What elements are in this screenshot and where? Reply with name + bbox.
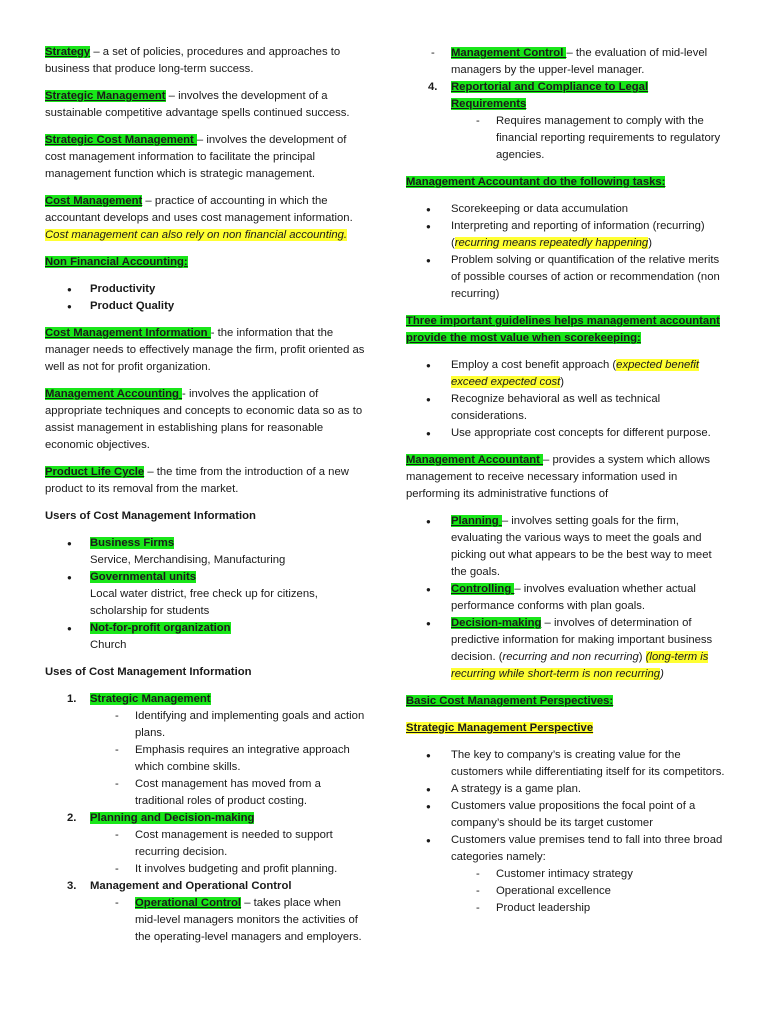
list-item: - Cost management is needed to support recurring decision. xyxy=(45,827,365,861)
list-item: ● Interpreting and reporting of information (recurring) (recurring means repeatedly happening) xyxy=(406,218,726,252)
sub-list xyxy=(406,113,726,164)
list-item: - Customer intimacy strategy xyxy=(406,866,726,883)
sub-list xyxy=(45,708,365,810)
list-item: ● Scorekeeping or data accumulation xyxy=(406,201,726,218)
list-item: ● Recognize behavioral as well as technical considerations. xyxy=(406,391,726,425)
list-item: ● Customers value premises tend to fall into three broad categories namely: - Customer intimacy strategy - Operational excellence - Product leadership xyxy=(406,832,726,917)
list-item: ● Planning – involves setting goals for the firm, evaluating the various ways to meet the goals and picking out what appears to be the best way to meet the goals. xyxy=(406,513,726,581)
sub-list xyxy=(45,895,365,946)
cost-management-definition: Cost Management – practice of accounting in which the accountant develops and uses cost management information. Cost management can also rely on non financial accounting. xyxy=(45,195,353,241)
non-financial-list xyxy=(45,281,365,315)
cmi-definition: Cost Management Information - the information that the manager needs to effectively manage the firm, profit oriented as well as not for profit organization. xyxy=(45,327,365,373)
management-accountant-definition: Management Accountant – provides a system which allows management to receive necessary information used in performing its administrative functions of xyxy=(406,454,711,500)
list-item: 2. Planning and Decision-making - Cost management is needed to support recurring decision. - It involves budgeting and profit planning. xyxy=(45,810,365,878)
list-item: ● Business Firms Service, Merchandising, Manufacturing xyxy=(45,535,365,569)
users-heading: Users of Cost Management Information xyxy=(45,510,256,522)
list-item: - It involves budgeting and profit planning. xyxy=(45,861,365,878)
uses-heading: Uses of Cost Management Information xyxy=(45,666,252,678)
strategy-definition: Strategy – a set of policies, procedures and approaches to business that produce long-term success. xyxy=(45,46,341,75)
functions-list xyxy=(406,513,726,683)
strategic-perspective-heading: Strategic Management Perspective xyxy=(406,722,594,734)
perspective-list xyxy=(406,747,726,917)
list-item: - Cost management has moved from a traditional roles of product costing. xyxy=(45,776,365,810)
list-item: - Identifying and implementing goals and action plans. xyxy=(45,708,365,742)
management-control-list xyxy=(361,45,726,79)
management-accounting-definition: Management Accounting - involves the application of appropriate techniques and concepts to economic data so as to assist management in establishing plans for reasonable economic objectives. xyxy=(45,388,363,451)
list-item: - Operational Control – takes place when mid-level managers monitors the activities of the operating-level managers and employers. xyxy=(45,895,365,946)
product-life-cycle-definition: Product Life Cycle – the time from the introduction of a new product to its removal from the market. xyxy=(45,466,349,495)
list-item: ● Problem solving or quantification of the relative merits of possible courses of action or recommendation (non recurring) xyxy=(406,252,726,303)
list-item: ● Not-for-profit organization Church xyxy=(45,620,365,654)
list-item: ● A strategy is a game plan. xyxy=(406,781,726,798)
basic-perspectives-heading: Basic Cost Management Perspectives: xyxy=(406,695,614,707)
list-item: ● Governmental units Local water district, free check up for citizens, scholarship for students xyxy=(45,569,365,620)
list-item: - Operational excellence xyxy=(406,883,726,900)
list-item: ● Employ a cost benefit approach (expected benefit exceed expected cost) xyxy=(406,357,726,391)
left-column xyxy=(45,44,365,946)
tasks-heading: Management Accountant do the following tasks: xyxy=(406,176,666,188)
list-item: ● Use appropriate cost concepts for different purpose. xyxy=(406,425,726,442)
list-item: ● Productivity xyxy=(45,281,365,298)
list-item: 1. Strategic Management - Identifying and implementing goals and action plans. - Emphasis requires an integrative approach which combine skills. - Cost management has moved from a traditional roles of product costing. xyxy=(45,691,365,810)
list-item: 4. Reportorial and Compliance to Legal Requirements - Requires management to comply with the financial reporting requirements to regulatory agencies. xyxy=(406,79,726,164)
strategic-management-definition: Strategic Management – involves the development of a sustainable competitive advantage spells continued success. xyxy=(45,90,350,119)
list-item: ● The key to company’s is creating value for the customers while differentiating itself for its competitors. xyxy=(406,747,726,781)
list-item: - Product leadership xyxy=(406,900,726,917)
list-item: ● Controlling – involves evaluation whether actual performance conforms with plan goals. xyxy=(406,581,726,615)
guidelines-heading: Three important guidelines helps management accountant provide the most value when scorekeeping: xyxy=(406,315,720,344)
list-item: ● Product Quality xyxy=(45,298,365,315)
guidelines-list xyxy=(406,357,726,442)
list-item: - Emphasis requires an integrative approach which combine skills. xyxy=(45,742,365,776)
categories-list xyxy=(406,866,726,917)
list-item: 3. Management and Operational Control - Operational Control – takes place when mid-level managers monitors the activities of the operating-level managers and employers. xyxy=(45,878,365,946)
uses-list xyxy=(45,691,365,946)
list-item: ● Decision-making – involves of determination of predictive information for making important business decision. (recurring and non recurring) (long-term is recurring while short-term is non recurring) xyxy=(406,615,726,683)
cost-management-note: Cost management can also rely on non financial accounting. xyxy=(45,229,348,241)
uses-list-continued xyxy=(406,79,726,164)
sub-list xyxy=(45,827,365,878)
list-item: - Management Control – the evaluation of mid-level managers by the upper-level manager. xyxy=(361,45,726,79)
non-financial-heading: Non Financial Accounting: xyxy=(45,256,188,268)
list-item: - Requires management to comply with the financial reporting requirements to regulatory agencies. xyxy=(406,113,726,164)
tasks-list xyxy=(406,201,726,303)
list-item: ● Customers value propositions the focal point of a company’s should be its target customer xyxy=(406,798,726,832)
users-list xyxy=(45,535,365,654)
strategic-cost-management-definition: Strategic Cost Management – involves the development of cost management information to facilitate the principal management function which is strategic management. xyxy=(45,134,347,180)
right-column xyxy=(406,45,726,917)
